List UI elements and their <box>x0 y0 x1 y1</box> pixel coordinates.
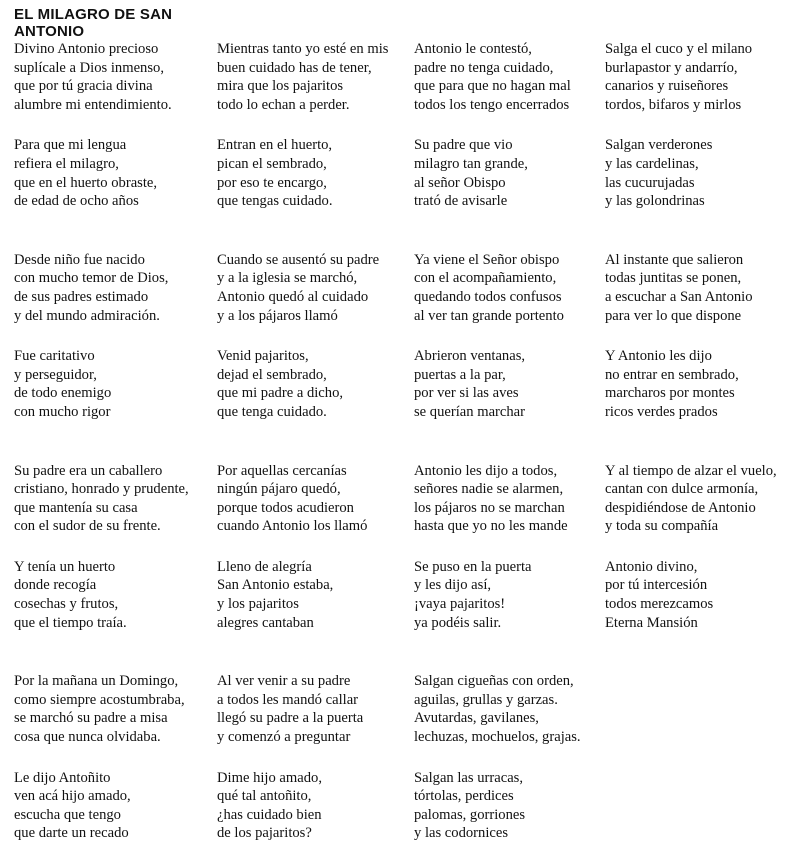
verse-line: Al ver venir a su padre <box>217 673 351 690</box>
verse-line: lechuzas, mochuelos, grajas. <box>414 729 581 746</box>
stanza <box>14 462 189 536</box>
verse-line: todos merezcamos <box>605 596 714 613</box>
verse-line: Su padre era un caballero <box>14 462 163 479</box>
verse-line: San Antonio estaba, <box>217 577 334 594</box>
stanza <box>217 769 388 843</box>
verse-line: que en el huerto obraste, <box>14 174 158 191</box>
verse-line: Salgan verderones <box>605 137 713 154</box>
verse-line: suplícale a Dios inmenso, <box>14 59 164 76</box>
verse-line: Mientras tanto yo esté en mis <box>217 41 389 57</box>
verse-line: Salgan las urracas, <box>414 769 524 786</box>
verse-line: las cucurujadas <box>605 174 695 191</box>
stanza <box>605 40 777 114</box>
verse-line: Avutardas, gavilanes, <box>414 710 539 727</box>
verse-line: todos los tengo encerrados <box>414 96 570 113</box>
verse-line: Y Antonio les dijo <box>605 348 712 365</box>
stanza <box>414 136 581 210</box>
verse-line: buen cuidado has de tener, <box>217 59 372 76</box>
verse-line: Al instante que salieron <box>605 251 744 268</box>
verse-line: despidiéndose de Antonio <box>605 499 756 516</box>
verse-line: por tú intercesión <box>605 577 708 594</box>
verse-line: de los pajaritos? <box>217 825 312 842</box>
verse-line: aguilas, grullas y garzas. <box>414 691 558 708</box>
verse-line: pican el sembrado, <box>217 155 327 172</box>
verse-line: ¿has cuidado bien <box>217 806 322 823</box>
verse-line: dejad el sembrado, <box>217 366 327 383</box>
verse-line: Salgan cigueñas con orden, <box>414 673 574 690</box>
stanza <box>14 251 189 325</box>
verse-line: de edad de ocho años <box>14 193 139 210</box>
stanza <box>605 136 777 210</box>
stanza <box>217 251 388 325</box>
verse-line: no entrar en sembrado, <box>605 366 739 383</box>
verse-line: se marchó su padre a misa <box>14 710 168 727</box>
stanza <box>414 672 581 746</box>
verse-line: a todos les mandó callar <box>217 691 359 708</box>
verse-line: al ver tan grande portento <box>414 307 564 324</box>
verse-line: Antonio le contestó, <box>414 41 532 57</box>
verse-line: padre no tenga cuidado, <box>414 59 554 76</box>
poem-title-line-1: EL MILAGRO DE SAN <box>14 6 173 23</box>
stanza <box>217 672 388 746</box>
verse-line: y los pajaritos <box>217 596 299 613</box>
verse-line: y las golondrinas <box>605 193 705 210</box>
verse-line: tordos, bifaros y mirlos <box>605 96 742 113</box>
verse-line: Para que mi lengua <box>14 137 127 154</box>
verse-line: Salga el cuco y el milano <box>605 41 753 57</box>
verse-line: Por la mañana un Domingo, <box>14 673 179 690</box>
verse-line: los pájaros no se marchan <box>414 499 565 516</box>
verse-line: llegó su padre a la puerta <box>217 710 364 727</box>
stanza <box>414 769 581 843</box>
verse-line: que tengas cuidado. <box>217 193 333 210</box>
poem-title <box>14 6 214 40</box>
stanza <box>217 40 388 114</box>
verse-line: cristiano, honrado y prudente, <box>14 481 189 498</box>
poem-column-1 <box>14 40 189 843</box>
verse-line: y comenzó a preguntar <box>217 729 351 746</box>
verse-line: porque todos acudieron <box>217 499 354 516</box>
verse-line: y toda su compañía <box>605 518 719 535</box>
verse-line: por eso te encargo, <box>217 174 327 191</box>
verse-line: con el sudor de su frente. <box>14 518 161 535</box>
verse-line: Entran en el huerto, <box>217 137 333 154</box>
verse-line: marcharos por montes <box>605 385 735 402</box>
verse-line: y del mundo admiración. <box>14 307 160 324</box>
verse-line: a escuchar a San Antonio <box>605 288 753 305</box>
verse-line: Abrieron ventanas, <box>414 348 526 365</box>
stanza <box>14 558 189 632</box>
verse-line: Por aquellas cercanías <box>217 462 347 479</box>
verse-line: Fue caritativo <box>14 348 95 365</box>
verse-line: que tenga cuidado. <box>217 403 327 420</box>
verse-line: puertas a la par, <box>414 366 506 383</box>
stanza <box>414 251 581 325</box>
stanza <box>217 347 388 421</box>
verse-line: Antonio divino, <box>605 558 698 575</box>
verse-line: que por tú gracia divina <box>14 78 153 95</box>
stanza <box>14 347 189 421</box>
verse-line: todas juntitas se ponen, <box>605 270 742 287</box>
verse-line: de sus padres estimado <box>14 288 149 305</box>
verse-line: alegres cantaban <box>217 614 314 631</box>
verse-line: escucha que tengo <box>14 806 121 823</box>
verse-line: tórtolas, perdices <box>414 788 514 805</box>
verse-line: Y al tiempo de alzar el vuelo, <box>605 462 777 479</box>
stanza <box>605 462 777 536</box>
verse-line: y a los pájaros llamó <box>217 307 338 324</box>
verse-line: Antonio les dijo a todos, <box>414 462 558 479</box>
verse-line: cuando Antonio los llamó <box>217 518 368 535</box>
verse-line: quedando todos confusos <box>414 288 562 305</box>
verse-line: que el tiempo traía. <box>14 614 127 631</box>
verse-line: y perseguidor, <box>14 366 97 383</box>
verse-line: ven acá hijo amado, <box>14 788 131 805</box>
stanza <box>414 558 581 632</box>
verse-line: que darte un recado <box>14 825 129 842</box>
stanza <box>14 136 189 210</box>
verse-line: Y tenía un huerto <box>14 558 116 575</box>
verse-line: que para que no hagan mal <box>414 78 571 95</box>
verse-line: como siempre acostumbraba, <box>14 691 185 708</box>
verse-line: se querían marchar <box>414 403 526 420</box>
verse-line: Se puso en la puerta <box>414 558 532 575</box>
verse-line: cosa que nunca olvidaba. <box>14 729 161 746</box>
verse-line: ricos verdes prados <box>605 403 718 420</box>
verse-line: cantan con dulce armonía, <box>605 481 759 498</box>
verse-line: con mucho rigor <box>14 403 111 420</box>
verse-line: mira que los pajaritos <box>217 78 344 95</box>
verse-line: con mucho temor de Dios, <box>14 270 169 287</box>
verse-line: Cuando se ausentó su padre <box>217 251 380 268</box>
stanza <box>14 672 189 746</box>
verse-line: Divino Antonio precioso <box>14 41 159 57</box>
verse-line: palomas, gorriones <box>414 806 526 823</box>
verse-line: Antonio quedó al cuidado <box>217 288 369 305</box>
stanza <box>14 40 189 114</box>
verse-line: ningún pájaro quedó, <box>217 481 341 498</box>
verse-line: señores nadie se alarmen, <box>414 481 564 498</box>
stanza <box>414 40 581 114</box>
verse-line: burlapastor y andarrío, <box>605 59 738 76</box>
verse-line: Desde niño fue nacido <box>14 251 145 268</box>
poem-title-line-2: ANTONIO <box>14 23 85 40</box>
verse-line: ¡vaya pajaritos! <box>414 596 506 613</box>
verse-line: que mantenía su casa <box>14 499 138 516</box>
verse-line: hasta que yo no les mande <box>414 518 568 535</box>
verse-line: Venid pajaritos, <box>217 348 309 365</box>
verse-line: Ya viene el Señor obispo <box>414 251 560 268</box>
stanza <box>14 769 189 843</box>
verse-line: todo lo echan a perder. <box>217 96 350 113</box>
verse-line: para ver lo que dispone <box>605 307 742 324</box>
verse-line: con el acompañamiento, <box>414 270 557 287</box>
stanza <box>217 136 388 210</box>
verse-line: milagro tan grande, <box>414 155 528 172</box>
verse-line: por ver si las aves <box>414 385 519 402</box>
poem-column-4 <box>605 40 777 672</box>
verse-line: alumbre mi entendimiento. <box>14 96 172 113</box>
verse-line: donde recogía <box>14 577 97 594</box>
verse-line: y les dijo así, <box>414 577 492 594</box>
stanza <box>414 347 581 421</box>
stanza <box>217 462 388 536</box>
stanza <box>605 347 777 421</box>
verse-line: Su padre que vio <box>414 137 513 154</box>
stanza <box>414 462 581 536</box>
verse-line: y a la iglesia se marchó, <box>217 270 358 287</box>
verse-line: de todo enemigo <box>14 385 112 402</box>
verse-line: y las cardelinas, <box>605 155 699 172</box>
verse-line: y las codornices <box>414 825 509 842</box>
verse-line: canarios y ruiseñores <box>605 78 729 95</box>
verse-line: trató de avisarle <box>414 193 508 210</box>
verse-line: qué tal antoñito, <box>217 788 312 805</box>
poem-column-3 <box>414 40 581 843</box>
poem-column-2 <box>217 40 388 843</box>
verse-line: que mi padre a dicho, <box>217 385 344 402</box>
verse-line: Lleno de alegría <box>217 558 312 575</box>
verse-line: Dime hijo amado, <box>217 769 322 786</box>
verse-line: al señor Obispo <box>414 174 506 191</box>
verse-line: Eterna Mansión <box>605 614 698 631</box>
verse-line: refiera el milagro, <box>14 155 119 172</box>
stanza <box>217 558 388 632</box>
verse-line: Le dijo Antoñito <box>14 769 111 786</box>
stanza <box>605 558 777 632</box>
stanza <box>605 251 777 325</box>
verse-line: cosechas y frutos, <box>14 596 119 613</box>
verse-line: ya podéis salir. <box>414 614 502 631</box>
